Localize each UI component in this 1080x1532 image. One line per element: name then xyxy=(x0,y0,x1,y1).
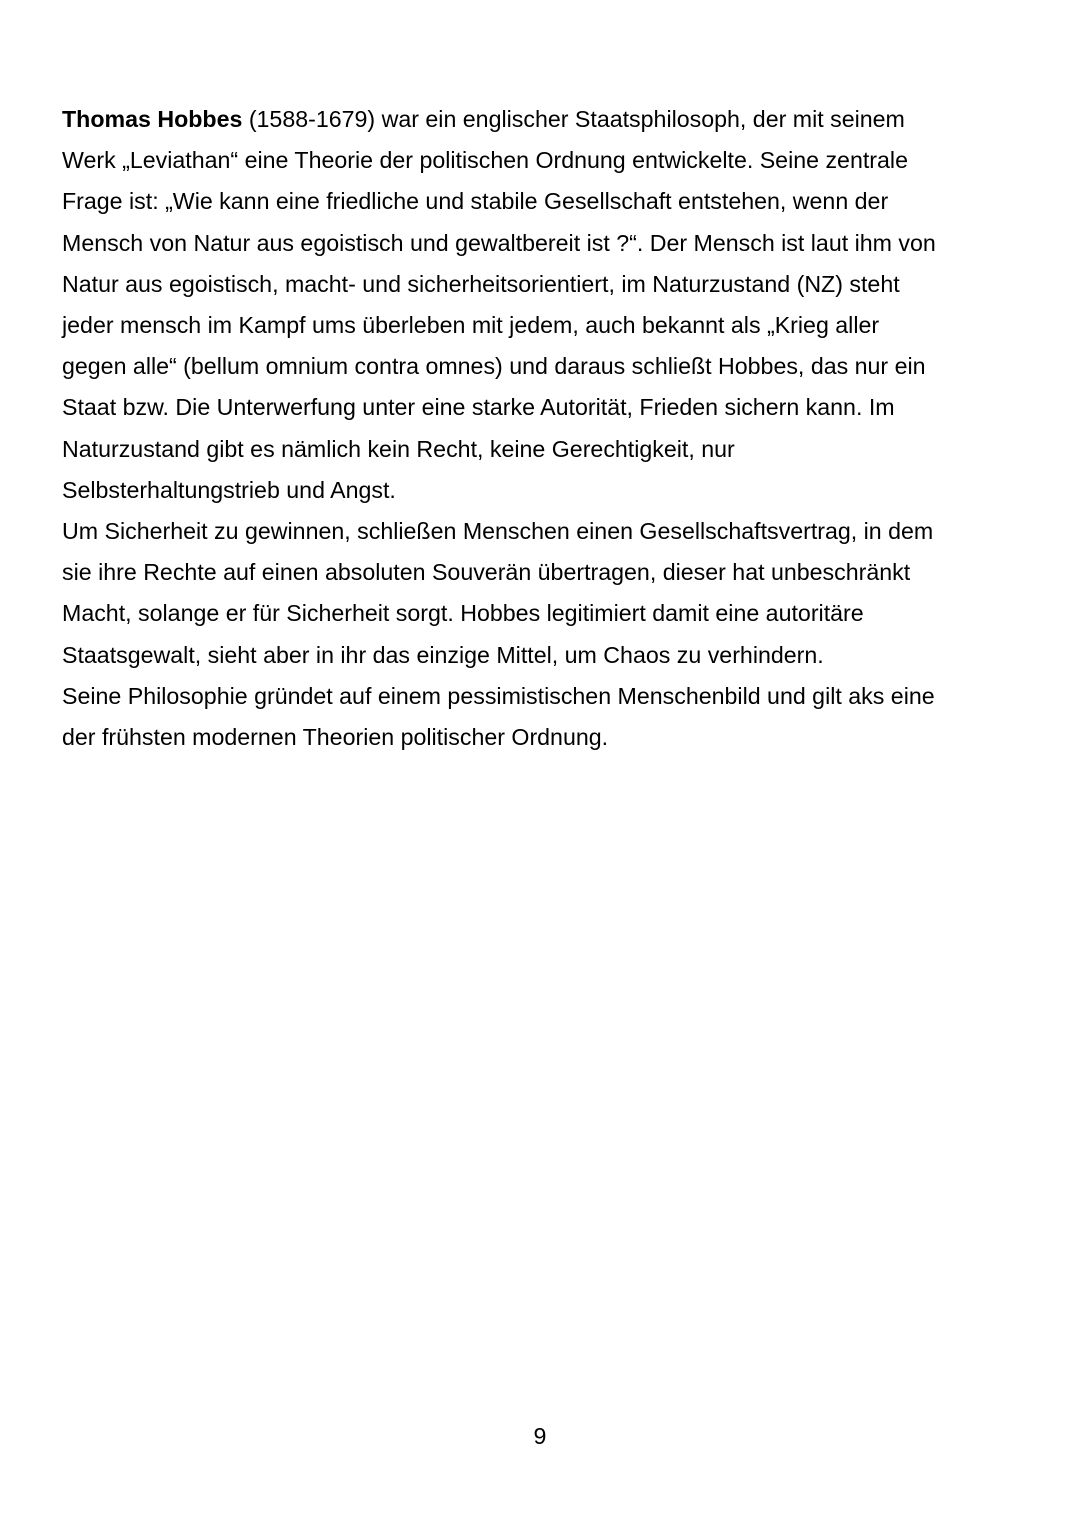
text-line: sie ihre Rechte auf einen absoluten Souverän übertragen, dieser hat unbeschränkt xyxy=(62,559,911,586)
text-line xyxy=(62,99,1027,140)
paragraph-hobbes-intro xyxy=(62,99,1027,511)
text-line-segment: (1588-1679) war ein englischer Staatsphilosoph, der mit seinem xyxy=(242,106,905,132)
text-line: Werk „Leviathan“ eine Theorie der politischen Ordnung entwickelte. Seine zentrale xyxy=(62,147,908,174)
text-line: Macht, solange er für Sicherheit sorgt. Hobbes legitimiert damit eine autoritäre xyxy=(62,600,864,627)
text-line: Natur aus egoistisch, macht- und sicherheitsorientiert, im Naturzustand (NZ) steht xyxy=(62,270,900,297)
text-line: Staat bzw. Die Unterwerfung unter eine starke Autorität, Frieden sichern kann. Im xyxy=(62,394,895,421)
text-line: Seine Philosophie gründet auf einem pessimistischen Menschenbild und gilt aks eine xyxy=(62,682,935,709)
text-line: Naturzustand gibt es nämlich kein Recht, keine Gerechtigkeit, nur xyxy=(62,435,735,462)
body-text xyxy=(62,99,1027,758)
text-line: Staatsgewalt, sieht aber in ihr das einzige Mittel, um Chaos zu verhindern. xyxy=(62,641,824,668)
text-line: gegen alle“ (bellum omnium contra omnes) und daraus schließt Hobbes, das nur ein xyxy=(62,353,926,380)
paragraph-conclusion xyxy=(62,676,1027,758)
text-line: der frühsten modernen Theorien politischer Ordnung. xyxy=(62,724,609,751)
author-name: Thomas Hobbes xyxy=(62,106,243,132)
text-line: Mensch von Natur aus egoistisch und gewaltbereit ist ?“. Der Mensch ist laut ihm von xyxy=(62,229,936,256)
text-line: jeder mensch im Kampf ums überleben mit jedem, auch bekannt als „Krieg aller xyxy=(62,312,880,339)
paragraph-social-contract xyxy=(62,511,1027,676)
text-line: Um Sicherheit zu gewinnen, schließen Menschen einen Gesellschaftsvertrag, in dem xyxy=(62,518,934,545)
text-line: Frage ist: „Wie kann eine friedliche und stabile Gesellschaft entstehen, wenn der xyxy=(62,188,889,215)
page-number: 9 xyxy=(533,1423,547,1449)
text-line: Selbsterhaltungstrieb und Angst. xyxy=(62,476,396,503)
